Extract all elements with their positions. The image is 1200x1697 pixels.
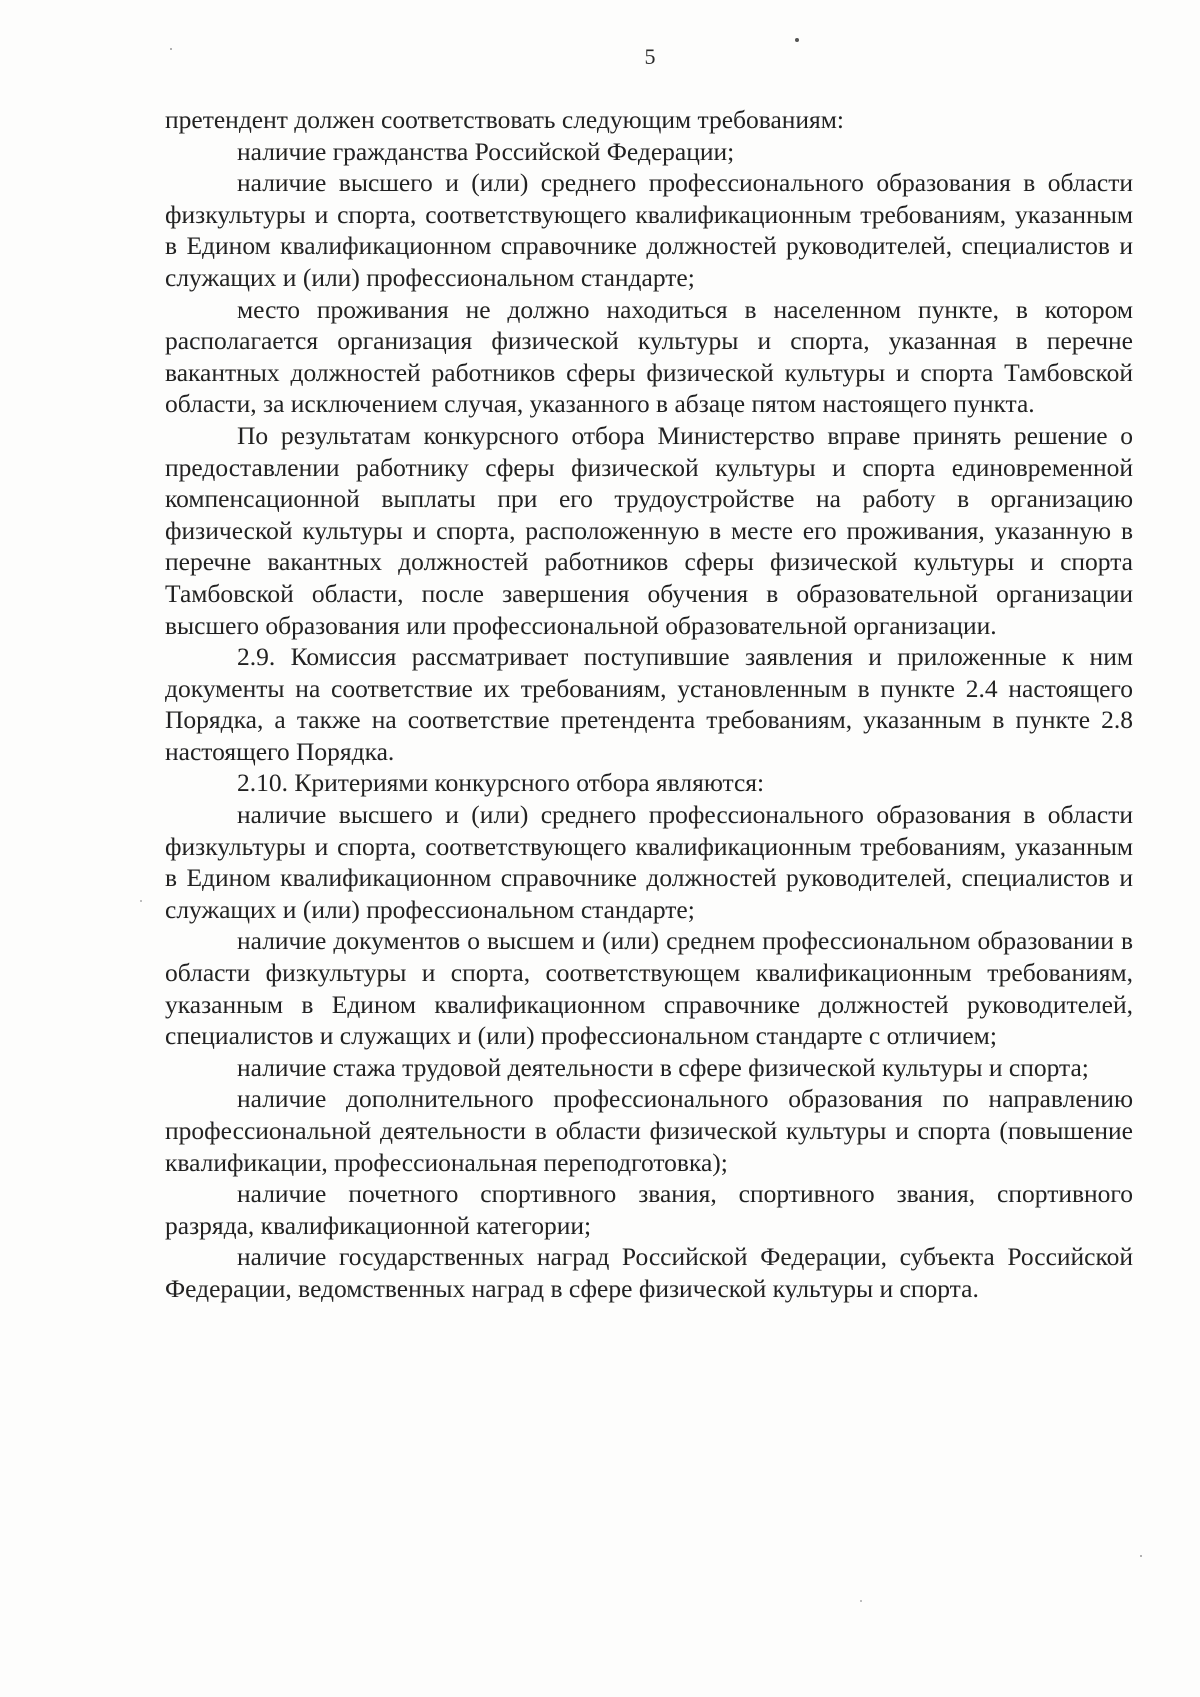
scan-speck [1140,1555,1142,1557]
paragraph-2: наличие гражданства Российской Федерации; [237,136,735,166]
page-number: 5 [644,44,656,69]
paragraph-7: 2.10. Критериями конкурсного отбора являются: [237,768,765,798]
paragraph-13: наличие государственных наград Российской Федерации, субъекта Российской Федерации, ведомственных наград в сфере физической культуры и спорта. [165,1242,1133,1303]
paragraph-4: место проживания не должно находиться в населенном пункте, в котором располагается организация физической культуры и спорта, указанная в перечне вакантных должностей работников сферы физической культуры и спорта Тамбовской области, за исключением случая, указанного в абзаце пятом настоящего пункта. [165,294,1133,419]
paragraph-9: наличие документов о высшем и (или) среднем профессиональном образовании в области физкультуры и спорта, соответствующем квалификационным требованиям, указанным в Едином квалификационном справочнике должностей руководителей, специалистов и служащих и (или) профессиональном стандарте с отличием; [165,926,1133,1051]
paragraph-12: наличие почетного спортивного звания, спортивного звания, спортивного разряда, квалификационной категории; [165,1179,1133,1240]
paragraph-10: наличие стажа трудовой деятельности в сфере физической культуры и спорта; [237,1052,1089,1082]
scan-speck [140,900,142,902]
paragraph-1: претендент должен соответствовать следующим требованиям: [165,105,844,134]
body-text [165,104,1133,1305]
paragraph-3: наличие высшего и (или) среднего профессионального образования в области физкультуры и спорта, соответствующего квалификационным требованиям, указанным в Едином квалификационном справочнике должностей руководителей, специалистов и служащих и (или) профессиональном стандарте; [165,168,1133,292]
scan-speck [860,1600,862,1602]
paragraph-5: По результатам конкурсного отбора Министерство вправе принять решение о предоставлении работнику сферы физической культуры и спорта единовременной компенсационной выплаты при его трудоустройстве на работу в организацию физической культуры и спорта, расположенную в месте его проживания, указанную в перечне вакантных должностей работников сферы физической культуры и спорта Тамбовской области, после завершения обучения в образовательной организации высшего образования или профессиональной образовательной организации. [165,420,1133,640]
paragraph-11: наличие дополнительного профессионального образования по направлению профессиональной деятельности в области физической культуры и спорта (повышение квалификации, профессиональная переподготовка); [165,1084,1133,1177]
scan-speck [795,38,799,42]
paragraph-8: наличие высшего и (или) среднего профессионального образования в области физкультуры и спорта, соответствующего квалификационным требованиям, указанным в Едином квалификационном справочнике должностей руководителей, специалистов и служащих и (или) профессиональном стандарте; [165,800,1133,924]
scan-speck [170,48,172,50]
paragraph-6: 2.9. Комиссия рассматривает поступившие заявления и приложенные к ним документы на соответствие их требованиям, установленным в пункте 2.4 настоящего Порядка, а также на соответствие претендента требованиям, указанным в пункте 2.8 настоящего Порядка. [165,642,1133,766]
